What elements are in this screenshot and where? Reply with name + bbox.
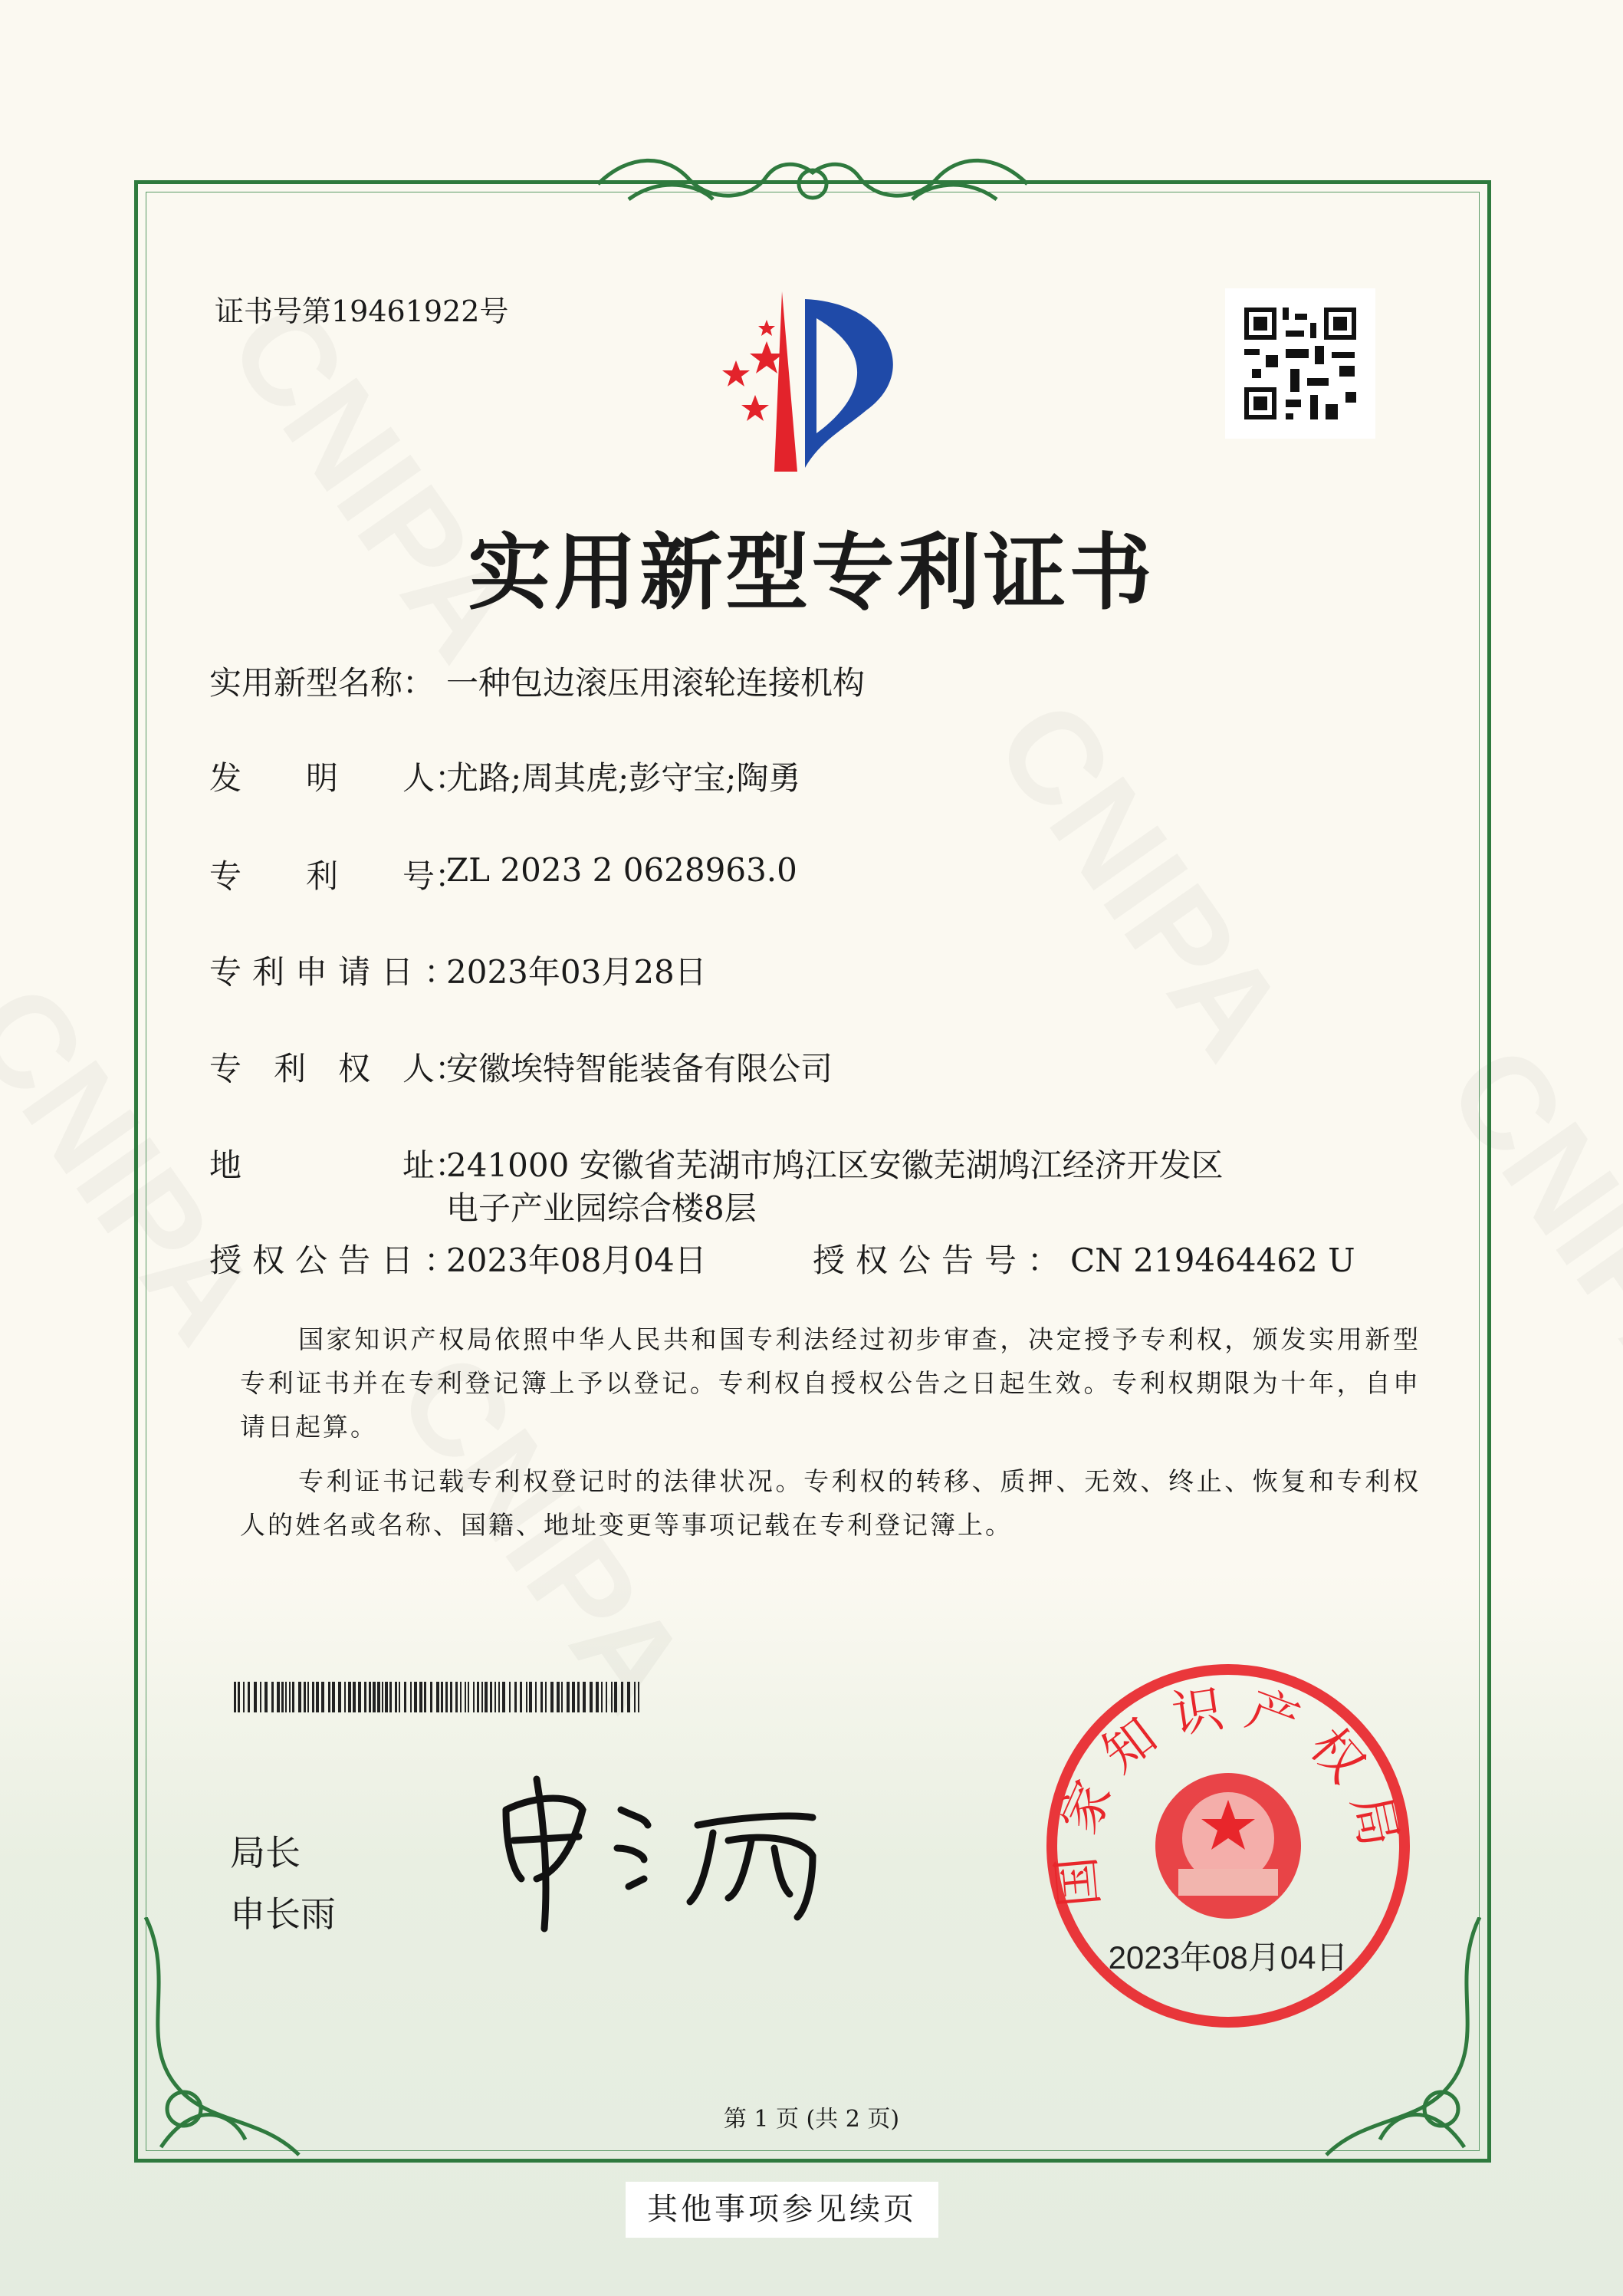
field-label: 地 址： <box>209 1146 468 1184</box>
barcode-bar <box>473 1682 475 1712</box>
field-patent-number <box>209 851 797 897</box>
barcode-bar <box>436 1682 439 1712</box>
barcode-bar <box>385 1682 388 1712</box>
barcode <box>234 1682 644 1712</box>
field-publication-number <box>813 1235 1355 1281</box>
barcode-bar <box>606 1682 607 1712</box>
signature <box>491 1764 836 1940</box>
barcode-bar <box>399 1682 400 1712</box>
field-inventors <box>209 753 801 799</box>
barcode-bar <box>445 1682 448 1712</box>
barcode-bar <box>353 1682 356 1712</box>
barcode-bar <box>572 1682 575 1712</box>
barcode-bar <box>567 1682 570 1712</box>
paragraph: 国家知识产权局依照中华人民共和国专利法经过初步审查，决定授予专利权，颁发实用新型专利证书并在专利登记簿上予以登记。专利权自授权公告之日起生效。专利权期限为十年，自申请日起算。 <box>240 1324 1421 1442</box>
field-value: 2023年08月04日 <box>446 1242 707 1279</box>
barcode-bar <box>344 1682 346 1712</box>
seal-text: 国家知识产权局 <box>1045 1676 1412 1910</box>
barcode-bar <box>502 1682 505 1712</box>
field-patentee <box>209 1044 833 1090</box>
barcode-bar <box>321 1682 324 1712</box>
barcode-bar <box>264 1682 268 1712</box>
field-value: 241000 安徽省芜湖市鸠江区安徽芜湖鸠江经济开发区 <box>446 1146 1224 1184</box>
barcode-bar <box>634 1682 636 1712</box>
barcode-bar <box>509 1682 511 1712</box>
barcode-bar <box>298 1682 301 1712</box>
signatory-name: 申长雨 <box>230 1893 336 1935</box>
barcode-bar <box>281 1682 284 1712</box>
barcode-bar <box>529 1682 532 1712</box>
barcode-bar <box>316 1682 319 1712</box>
continuation-note: 其他事项参见续页 <box>626 2182 938 2238</box>
barcode-bar <box>485 1682 488 1712</box>
paragraph: 专利证书记载专利权登记时的法律状况。专利权的转移、质押、无效、终止、恢复和专利权人的姓名或名称、国籍、地址变更等事项记载在专利登记簿上。 <box>240 1466 1421 1540</box>
barcode-bar <box>424 1682 426 1712</box>
barcode-bar <box>514 1682 517 1712</box>
barcode-bar <box>627 1682 630 1712</box>
barcode-bar <box>419 1682 422 1712</box>
field-label: 专 利 号： <box>209 857 468 895</box>
barcode-bar <box>481 1682 483 1712</box>
field-value: 尤路;周其虎;彭守宝;陶勇 <box>446 759 801 797</box>
barcode-bar <box>377 1682 380 1712</box>
barcode-bar <box>540 1682 543 1712</box>
barcode-bar <box>490 1682 492 1712</box>
barcode-bar <box>455 1682 458 1712</box>
signatory-title: 局长 <box>230 1832 301 1873</box>
barcode-bar <box>248 1682 250 1712</box>
barcode-bar <box>611 1682 613 1712</box>
barcode-bar <box>614 1682 617 1712</box>
barcode-bar <box>465 1682 466 1712</box>
barcode-bar <box>498 1682 500 1712</box>
official-seal <box>1044 1662 1412 2030</box>
barcode-bar <box>358 1682 361 1712</box>
barcode-bar <box>526 1682 527 1712</box>
barcode-bar <box>271 1682 274 1712</box>
field-value-line2: 电子产业园综合楼8层 <box>446 1189 757 1227</box>
barcode-bar <box>414 1682 417 1712</box>
barcode-bar <box>238 1682 240 1712</box>
barcode-bar <box>535 1682 537 1712</box>
barcode-bar <box>477 1682 479 1712</box>
barcode-bar <box>494 1682 496 1712</box>
page-indicator: 第 1 页 (共 2 页) <box>723 2106 900 2133</box>
barcode-bar <box>395 1682 397 1712</box>
field-value: 2023年03月28日 <box>446 953 707 991</box>
barcode-bar <box>307 1682 309 1712</box>
barcode-bar <box>561 1682 563 1712</box>
barcode-bar <box>583 1682 586 1712</box>
barcode-bar <box>382 1682 383 1712</box>
barcode-bar <box>243 1682 245 1712</box>
certificate-title: 实用新型专利证书 <box>468 525 1155 621</box>
top-ornament <box>583 138 1043 222</box>
field-value: CN 219464462 U <box>1070 1242 1355 1279</box>
barcode-bar <box>364 1682 366 1712</box>
barcode-bar <box>285 1682 287 1712</box>
barcode-bar <box>596 1682 599 1712</box>
barcode-bar <box>545 1682 547 1712</box>
field-label: 授权公告号： <box>813 1242 1071 1279</box>
legal-statement <box>240 1317 1421 1558</box>
barcode-bar <box>441 1682 443 1712</box>
barcode-bar <box>550 1682 554 1712</box>
barcode-bar <box>328 1682 330 1712</box>
barcode-bar <box>292 1682 294 1712</box>
barcode-bar <box>450 1682 452 1712</box>
barcode-bar <box>312 1682 314 1712</box>
barcode-bar <box>348 1682 351 1712</box>
barcode-bar <box>590 1682 593 1712</box>
certificate-number: 证书号第19461922号 <box>215 294 509 328</box>
barcode-bar <box>621 1682 623 1712</box>
barcode-bar <box>430 1682 432 1712</box>
seal-date: 2023年08月04日 <box>1108 1939 1349 1975</box>
barcode-bar <box>234 1682 236 1712</box>
barcode-bar <box>557 1682 560 1712</box>
field-value: 安徽埃特智能装备有限公司 <box>446 1050 833 1087</box>
barcode-bar <box>373 1682 376 1712</box>
barcode-bar <box>410 1682 412 1712</box>
barcode-bar <box>289 1682 291 1712</box>
field-label: 发 明 人： <box>209 759 468 797</box>
field-application-date <box>209 947 707 993</box>
field-address <box>209 1140 1224 1227</box>
field-label: 专 利 权 人： <box>209 1050 468 1087</box>
field-label: 授权公告日： <box>209 1242 468 1279</box>
barcode-bar <box>332 1682 335 1712</box>
barcode-bar <box>304 1682 306 1712</box>
field-label: 实用新型名称： <box>209 664 435 702</box>
barcode-bar <box>460 1682 462 1712</box>
field-value: 一种包边滚压用滚轮连接机构 <box>446 664 866 702</box>
barcode-bar <box>389 1682 392 1712</box>
barcode-bar <box>468 1682 469 1712</box>
barcode-bar <box>577 1682 580 1712</box>
barcode-bar <box>520 1682 522 1712</box>
barcode-bar <box>277 1682 280 1712</box>
barcode-bar <box>404 1682 406 1712</box>
field-utility-model-name <box>209 658 866 704</box>
barcode-bar <box>338 1682 341 1712</box>
barcode-bar <box>601 1682 603 1712</box>
barcode-bar <box>369 1682 371 1712</box>
qr-code <box>1225 288 1375 439</box>
field-label: 专利申请日： <box>209 953 468 991</box>
field-announcement-date <box>209 1235 707 1281</box>
barcode-bar <box>638 1682 639 1712</box>
barcode-bar <box>254 1682 257 1712</box>
barcode-bar <box>260 1682 261 1712</box>
cnipa-logo <box>690 288 935 479</box>
field-value: ZL 2023 2 0628963.0 <box>446 851 797 889</box>
